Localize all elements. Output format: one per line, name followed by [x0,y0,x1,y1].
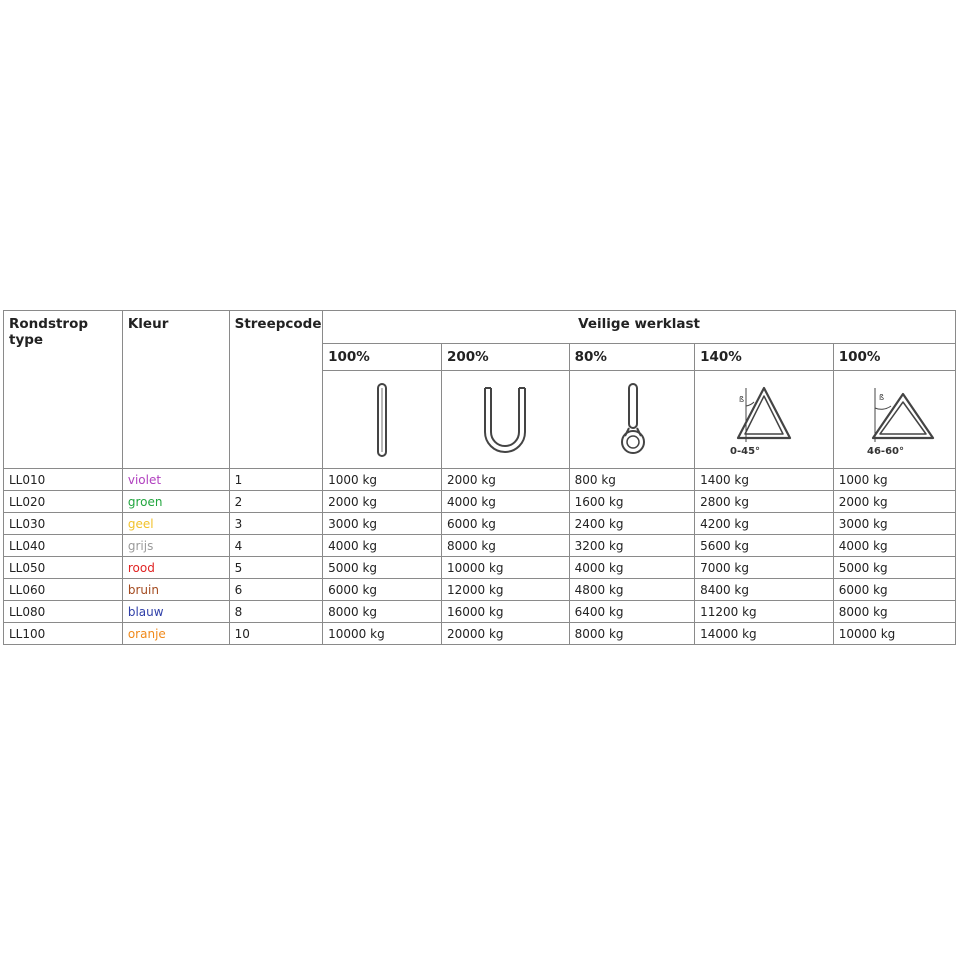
working-load-cell: 10000 kg [441,557,569,579]
working-load-cell: 16000 kg [441,601,569,623]
working-load-cell: 5000 kg [833,557,955,579]
table-row [4,579,956,601]
working-load-cell: 1600 kg [569,491,694,513]
table-row [4,469,956,491]
working-load-cell: 6000 kg [441,513,569,535]
table-row [4,623,956,645]
working-load-cell: 10000 kg [323,623,442,645]
working-load-cell: 12000 kg [441,579,569,601]
stripe-code-cell: 3 [229,513,323,535]
working-load-cell: 2800 kg [695,491,834,513]
basket-45-icon [724,380,804,460]
working-load-cell: 2000 kg [323,491,442,513]
stripe-code-cell: 10 [229,623,323,645]
sling-type-cell: LL060 [4,579,123,601]
choke-sling-cell [569,371,694,469]
working-load-cell: 800 kg [569,469,694,491]
sling-color-cell: oranje [122,623,229,645]
header-type: Rondstrop type [4,311,123,469]
working-load-cell: 1000 kg [833,469,955,491]
header-pct-choke: 80% [569,344,694,371]
working-load-cell: 11200 kg [695,601,834,623]
working-load-cell: 10000 kg [833,623,955,645]
load-table [3,310,956,645]
stripe-code-cell: 4 [229,535,323,557]
working-load-cell: 2000 kg [441,469,569,491]
table-row [4,491,956,513]
working-load-cell: 7000 kg [695,557,834,579]
table-row [4,513,956,535]
sling-color-cell: rood [122,557,229,579]
stripe-code-cell: 6 [229,579,323,601]
working-load-cell: 3000 kg [833,513,955,535]
working-load-cell: 6000 kg [323,579,442,601]
stripe-code-cell: 8 [229,601,323,623]
working-load-cell: 4800 kg [569,579,694,601]
straight-sling-icon [362,380,402,460]
sling-color-cell: violet [122,469,229,491]
header-pct-basket45: 140% [695,344,834,371]
sling-type-cell: LL050 [4,557,123,579]
working-load-cell: 3200 kg [569,535,694,557]
sling-type-cell: LL030 [4,513,123,535]
table-row [4,601,956,623]
sling-type-cell: LL020 [4,491,123,513]
working-load-cell: 8000 kg [833,601,955,623]
working-load-cell: 4000 kg [833,535,955,557]
working-load-cell: 4000 kg [323,535,442,557]
working-load-cell: 2000 kg [833,491,955,513]
working-load-cell: 4000 kg [441,491,569,513]
working-load-cell: 8000 kg [569,623,694,645]
working-load-cell: 6000 kg [833,579,955,601]
u-sling-cell [441,371,569,469]
header-color: Kleur [122,311,229,469]
stripe-code-cell: 5 [229,557,323,579]
header-pct-basket60: 100% [833,344,955,371]
basket-45-cell [695,371,834,469]
working-load-cell: 5000 kg [323,557,442,579]
sling-type-cell: LL080 [4,601,123,623]
sling-color-cell: groen [122,491,229,513]
choke-sling-icon [607,380,657,460]
basket-60-cell [833,371,955,469]
angle-0-45-label: 0-45° [729,445,760,457]
working-load-cell: 1000 kg [323,469,442,491]
angle-46-60-label: 46-60° [867,445,905,457]
working-load-cell: 5600 kg [695,535,834,557]
sling-color-cell: grijs [122,535,229,557]
working-load-cell: 3000 kg [323,513,442,535]
working-load-cell: 20000 kg [441,623,569,645]
header-code: Streepcode [229,311,323,469]
header-load: Veilige werklast [323,311,956,344]
working-load-cell: 8000 kg [441,535,569,557]
stripe-code-cell: 2 [229,491,323,513]
stripe-code-cell: 1 [229,469,323,491]
sling-type-cell: LL100 [4,623,123,645]
header-pct-u: 200% [441,344,569,371]
working-load-cell: 14000 kg [695,623,834,645]
basket-60-icon [849,380,939,460]
sling-type-cell: LL040 [4,535,123,557]
beta-label-2: ß [879,392,885,402]
sling-color-cell: bruin [122,579,229,601]
beta-label: ß [738,394,744,404]
working-load-cell: 4200 kg [695,513,834,535]
straight-sling-cell [323,371,442,469]
table-row [4,535,956,557]
header-pct-straight: 100% [323,344,442,371]
sling-type-cell: LL010 [4,469,123,491]
sling-color-cell: blauw [122,601,229,623]
table-row [4,557,956,579]
working-load-cell: 8400 kg [695,579,834,601]
working-load-cell: 1400 kg [695,469,834,491]
working-load-cell: 6400 kg [569,601,694,623]
working-load-cell: 8000 kg [323,601,442,623]
working-load-cell: 2400 kg [569,513,694,535]
working-load-cell: 4000 kg [569,557,694,579]
u-sling-icon [475,380,535,460]
sling-color-cell: geel [122,513,229,535]
